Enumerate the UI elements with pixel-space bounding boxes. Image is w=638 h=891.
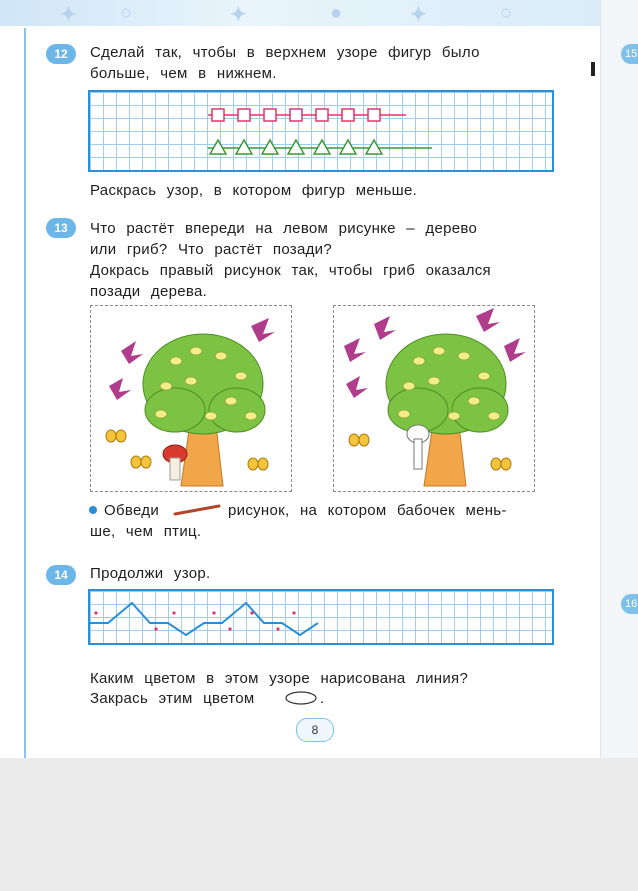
left-margin-line (24, 28, 26, 758)
task-text: Обведи (104, 502, 160, 519)
star-icon: ✦ (230, 4, 247, 26)
tree-mushroom-behind-illustration (334, 306, 534, 491)
next-task-badge: 16 (621, 594, 638, 614)
butterfly-icon (491, 458, 511, 470)
square-shape (238, 109, 250, 121)
circle-icon: ○ (500, 2, 513, 24)
triangle-shape (210, 140, 226, 154)
left-picture-frame[interactable] (90, 305, 292, 492)
square-shape (316, 109, 328, 121)
task-question: Каким цветом в этом узоре нарисована линия? (90, 670, 469, 687)
header-decoration (0, 0, 610, 26)
task-text: Что растёт впереди на левом рисунке – дерево (90, 220, 478, 237)
butterfly-icon (248, 458, 268, 470)
task-instruction: Раскрась узор, в котором фигур меньше. (90, 182, 418, 199)
zigzag-pattern (90, 591, 552, 643)
tree-foliage (452, 388, 508, 432)
square-shape (264, 109, 276, 121)
tree-foliage (145, 388, 205, 432)
mushroom-stem-uncolored (414, 439, 422, 469)
task-text: позади дерева. (90, 283, 208, 300)
triangle-shape (262, 140, 278, 154)
triangle-shape (340, 140, 356, 154)
page-mark (591, 62, 595, 76)
task-text: Докрась правый рисунок так, чтобы гриб оказался (90, 262, 491, 279)
task-text: или гриб? Что растёт позади? (90, 241, 333, 258)
mushroom-stem (170, 458, 180, 480)
task-text: рисунок, на котором бабочек мень- (228, 502, 507, 519)
butterfly-icon (131, 456, 151, 468)
butterfly-icon (106, 430, 126, 442)
bird-icon (504, 338, 526, 362)
task-number-badge: 14 (46, 565, 76, 585)
star-icon: ✦ (410, 4, 427, 26)
tree-foliage (209, 388, 265, 432)
tree-mushroom-front-illustration (91, 306, 291, 491)
next-page-edge (600, 0, 638, 760)
shape-patterns (90, 92, 552, 170)
pencil-icon (173, 504, 221, 516)
square-shape (212, 109, 224, 121)
oval-icon[interactable] (284, 690, 318, 706)
task-title: Продолжи узор. (90, 565, 211, 582)
task-text: Сделай так, чтобы в верхнем узоре фигур было (90, 44, 480, 61)
bird-icon (109, 378, 131, 400)
task-number-badge: 13 (46, 218, 76, 238)
bird-icon (344, 338, 366, 362)
bird-icon (346, 376, 368, 398)
pattern-grid-12[interactable] (88, 90, 554, 172)
square-shape (368, 109, 380, 121)
butterfly-icon (349, 434, 369, 446)
triangle-shapes (210, 140, 382, 154)
bird-icon (476, 308, 500, 332)
circle-icon: ○ (120, 2, 133, 24)
task-number-badge: 12 (46, 44, 76, 64)
triangle-shape (236, 140, 252, 154)
task-text: больше, чем в нижнем. (90, 65, 277, 82)
triangle-shape (288, 140, 304, 154)
pattern-grid-14[interactable] (88, 589, 554, 645)
star-icon: ✦ (60, 4, 77, 26)
bird-icon (251, 318, 275, 342)
triangle-shape (366, 140, 382, 154)
right-picture-frame[interactable] (333, 305, 535, 492)
task-question-end: . (320, 690, 325, 707)
triangle-shape (314, 140, 330, 154)
circle-icon: ● (330, 2, 343, 24)
square-shape (290, 109, 302, 121)
next-task-badge: 15 (621, 44, 638, 64)
zigzag-line (90, 603, 318, 635)
dot-markers (94, 611, 295, 630)
page-number: 8 (296, 718, 334, 742)
scan-background (0, 758, 638, 891)
task-question: Закрась этим цветом (90, 690, 255, 707)
bullet-icon (89, 506, 97, 514)
square-shape (342, 109, 354, 121)
bird-icon (374, 316, 396, 340)
task-text: ше, чем птиц. (90, 523, 202, 540)
bird-icon (121, 341, 143, 364)
